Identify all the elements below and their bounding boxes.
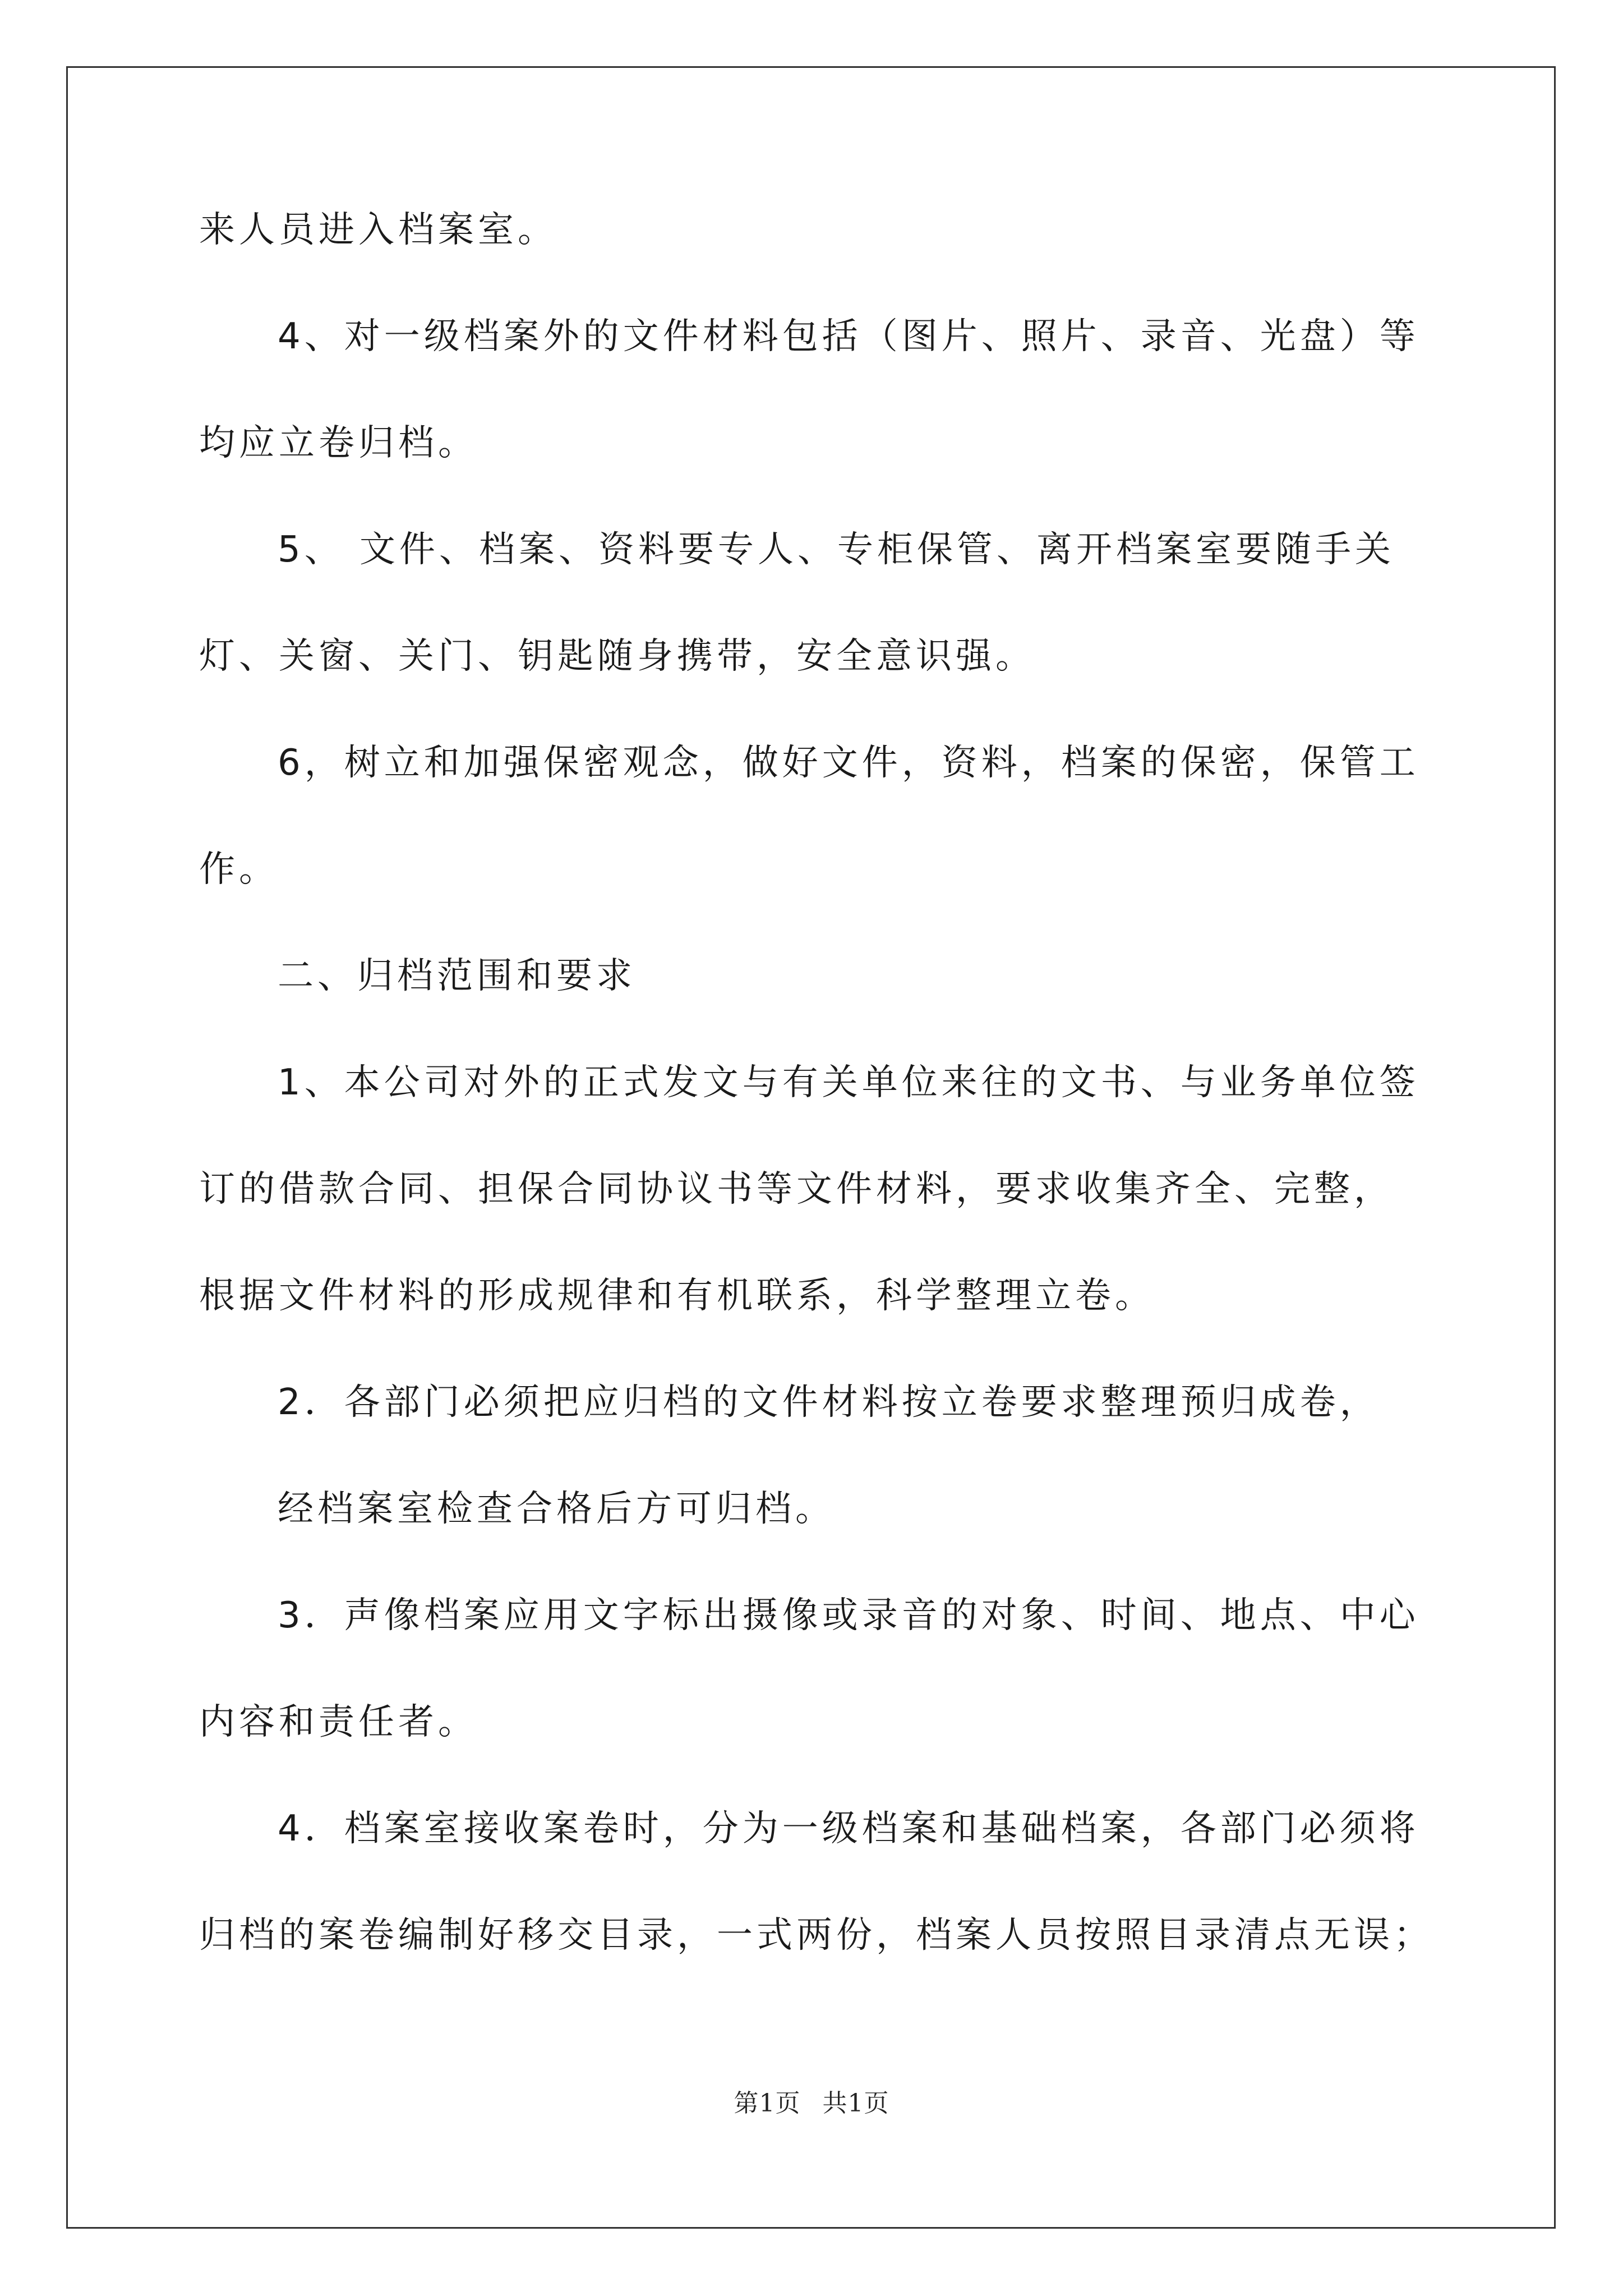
text-line-4: 5、 文件、档案、资料要专人、专柜保管、离开档案室要随手关: [278, 529, 1395, 570]
text-line-2: 4、对一级档案外的文件材料包括（图片、照片、录音、光盘）等: [278, 316, 1419, 357]
text-line-16: 4．档案室接收案卷时，分为一级档案和基础档案，各部门必须将: [278, 1808, 1419, 1849]
text-line-6: 6，树立和加强保密观念，做好文件，资料，档案的保密，保管工: [278, 742, 1419, 784]
text-line-12: 2．各部门必须把应归档的文件材料按立卷要求整理预归成卷，: [278, 1382, 1380, 1423]
text-line-11: 根据文件材料的形成规律和有机联系，科学整理立卷。: [199, 1275, 1155, 1317]
page-footer: [0, 2087, 1623, 2120]
text-line-15: 内容和责任者。: [199, 1701, 478, 1743]
text-line-17: 归档的案卷编制好移交目录，一式两份，档案人员按照目录清点无误；: [199, 1915, 1433, 1956]
text-line-1: 来人员进入档案室。: [199, 209, 557, 251]
page-number-total: 共1页: [822, 2089, 889, 2118]
text-line-13: 经档案室检查合格后方可归档。: [278, 1488, 835, 1530]
page-border: [66, 66, 1556, 2229]
text-line-5: 灯、关窗、关门、钥匙随身携带，安全意识强。: [199, 636, 1035, 677]
text-line-3: 均应立卷归档。: [199, 422, 478, 464]
text-line-10: 订的借款合同、担保合同协议书等文件材料，要求收集齐全、完整，: [199, 1168, 1394, 1210]
text-line-9: 1、本公司对外的正式发文与有关单位来往的文书、与业务单位签: [278, 1062, 1419, 1103]
text-line-7: 作。: [199, 849, 279, 890]
page-number-current: 第1页: [734, 2089, 801, 2118]
section-heading: 二、归档范围和要求: [278, 955, 636, 997]
text-line-14: 3．声像档案应用文字标出摄像或录音的对象、时间、地点、中心: [278, 1595, 1419, 1636]
